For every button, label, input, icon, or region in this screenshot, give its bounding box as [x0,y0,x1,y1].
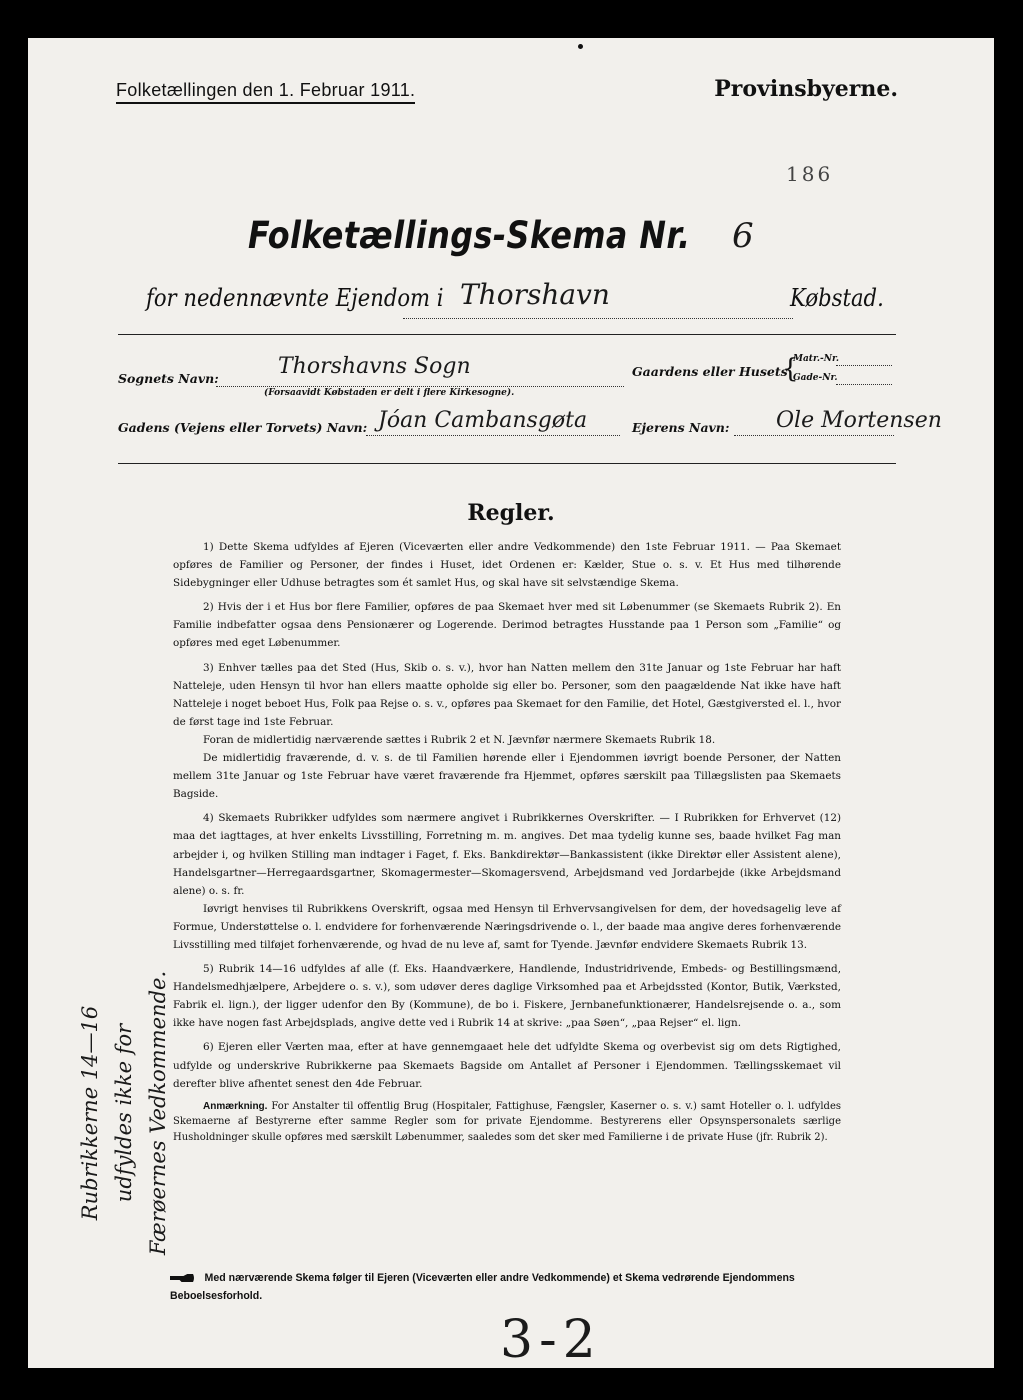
matr-label: Matr.-Nr. [793,354,840,364]
owner-fill-line [734,435,894,436]
pointing-hand-icon [170,1274,195,1283]
region-label: Provinsbyerne. [714,76,898,102]
handwritten-archive-number: 3-2 [500,1310,602,1370]
brace-icon: { [782,354,799,384]
rule-paragraph: 1) Dette Skema udfyldes af Ejeren (Viceværten eller andre Vedkommende) den 1ste Februar 1911. — Paa Skemaet opføres de Familier og Personer, der findes i Huset, idet Ordenen er: Kælder, Stue o. s. v. Et Hus med tilhørende Sidebygninger eller Udhuse betragtes som ét samlet Hus, og skal have sit selvstændige Skema. [173,541,841,590]
owner-label: Ejerens Navn: [632,420,730,435]
parish-value: Thorshavns Sogn [278,354,471,379]
page-number: 186 [786,162,834,186]
annotation-text: For Anstalter til offentlig Brug (Hospitaler, Fattighuse, Fængsler, Kaserner o. s. v.) samt Hoteller o. l. udfyldes Skemaerne af Bestyrerne efter samme Regler som for private Ejendomme. Bestyrerens eller Opsynspersonalets særlige Husholdninger skulle opføres med særskilt Løbenummer, saaledes som det sker med Familierne i de private Huse (jfr. Rubrik 2). [173,1100,841,1143]
town-value: Thorshavn [460,278,610,311]
parish-label: Sognets Navn: [118,371,219,386]
town-suffix: Købstad. [790,284,884,312]
rule-paragraph: 6) Ejeren eller Værten maa, efter at have gennemgaaet hele det udfyldte Skema og overbevist sig om dets Rigtighed, udfylde og underskrive Rubrikkerne paa Skemaets Bagside om Antallet af Personer i Ejendommen. Tællingsskemaet vil derefter blive afhentet senest den 4de Februar. [173,1041,841,1090]
rule-paragraph: 5) Rubrik 14—16 udfyldes af alle (f. Eks. Haandværkere, Handlende, Industridrivende, Embeds- og Bestillingsmænd, Handelsmedhjælpere, Arbejdere o. s. v.), som udøver deres daglige Virksomhed paa et Arbejdssted (Kontor, Butik, Værksted, Fabrik el. lign.), der ligger udenfor den By (Kommune), de bo i. Fiskere, Jernbanefunktionærer, Handelsrejsende o. a., som ikke have nogen fast Arbejdsplads, angive dette ved i Rubrik 14 at skrive: „paa Søen“, „paa Rejser“ el. lign. [173,963,841,1030]
rule-paragraph: Iøvrigt henvises til Rubrikkens Overskrift, ogsaa med Hensyn til Erhvervsangivelsen for dem, der hovedsagelig leve af Formue, Understøttelse o. l. endvidere for forhenværende Næringsdrivende o. l., der baade maa angive deres forhenværende Livsstilling med tilføjet forhenværende, og hvad de nu leve af, samt for Tyende. Jævnfør endvidere Skemaets Rubrik 13. [173,902,841,951]
annotation-label: Anmærkning. [203,1100,268,1112]
street-value: Jóan Cambansgøta [378,408,588,433]
rule-paragraph: 3) Enhver tælles paa det Sted (Hus, Skib o. s. v.), hvor han Natten mellem den 31te Januar og 1ste Februar har haft Natteleje, uden Hensyn til hvor han ellers maatte opholde sig eller bo. Personer, som den paagældende Nat ikke have haft Natteleje i noget beboet Hus, Folk paa Rejse o. s. v., opføres paa Skemaet for den Familie, det Hotel, Gæstgiversted el. l., hvor de først tage ind 1ste Februar. [173,661,841,728]
side-note-line: udfyldes ikke for [112,1023,136,1203]
street-label: Gadens (Vejens eller Torvets) Navn: [118,420,368,435]
rule-paragraph: De midlertidig fraværende, d. v. s. de til Familien hørende eller i Ejendommen iøvrigt boende Personer, der Natten mellem 31te Januar og 1ste Februar have været fraværende fra Hjemmet, opføres særskilt paa Tillægslisten paa Skemaets Bagside. [173,752,841,801]
census-title: Folketællingen den 1. Februar 1911. [116,80,415,104]
side-handwritten-note [73,923,243,1303]
census-form-page [28,38,994,1368]
gade-fill-line [836,384,892,385]
ink-speck [578,44,583,49]
street-fill-line [366,435,620,436]
town-fill-line [403,318,793,319]
rule-paragraph: 2) Hvis der i et Hus bor flere Familier, opføres de paa Skemaet hver med sit Løbenummer (se Skemaets Rubrik 2). En Familie indbefatter ogsaa dens Pensionærer og Logerende. Derimod betragtes Husstande paa 1 Person som „Familie“ og opføres med eget Løbenummer. [173,601,841,650]
gade-label: Gade-Nr. [793,373,838,383]
owner-value: Ole Mortensen [776,408,942,433]
matr-fill-line [836,365,892,366]
section-divider-top [118,334,896,335]
side-note-line: Rubrikkerne 14—16 [78,1005,102,1221]
rule-paragraph: 4) Skemaets Rubrikker udfyldes som nærmere angivet i Rubrikkernes Overskrifter. — I Rubrikken for Erhvervet (12) maa det iagttages, at hver enkelts Livsstilling, Forretning m. m. angives. Det maa tydelig kunne ses, baade hvilket Fag man arbejder i, og hvilken Stilling man indtager i Faget, f. Eks. Bankdirektør—Bankassistent (ikke Direktør eller Assistent alene), Handelsgartner—Herregaardsgartner, Skomagermester—Skomagersvend, Arbejdsmand ved Jordarbejde (ikke Arbejdsmand alene) o. s. fr. [173,812,841,897]
parish-fill-line [216,386,624,387]
side-note-line: Færøernes Vedkommende. [146,970,170,1256]
parish-note: (Forsaavidt Købstaden er delt i flere Kirkesogne). [264,388,515,398]
rules-body [173,538,841,1151]
rule-paragraph: Foran de midlertidig nærværende sættes i Rubrik 2 et N. Jævnfør nærmere Skemaets Rubrik 18. [203,733,716,746]
form-title: Folketællings-Skema Nr. [248,214,691,257]
farm-label: Gaardens eller Husets [632,364,788,379]
section-divider-bottom [118,463,896,464]
property-prefix: for nedennævnte Ejendom i [146,284,444,312]
rules-heading: Regler. [467,500,555,526]
schema-number: 6 [732,216,754,256]
annotation-note [173,1099,841,1146]
footer-note-text: Med nærværende Skema følger til Ejeren (Viceværten eller andre Vedkommende) et Skema vedrørende Ejendommens Beboelsesforhold. [170,1272,795,1302]
footer-note [170,1270,823,1305]
